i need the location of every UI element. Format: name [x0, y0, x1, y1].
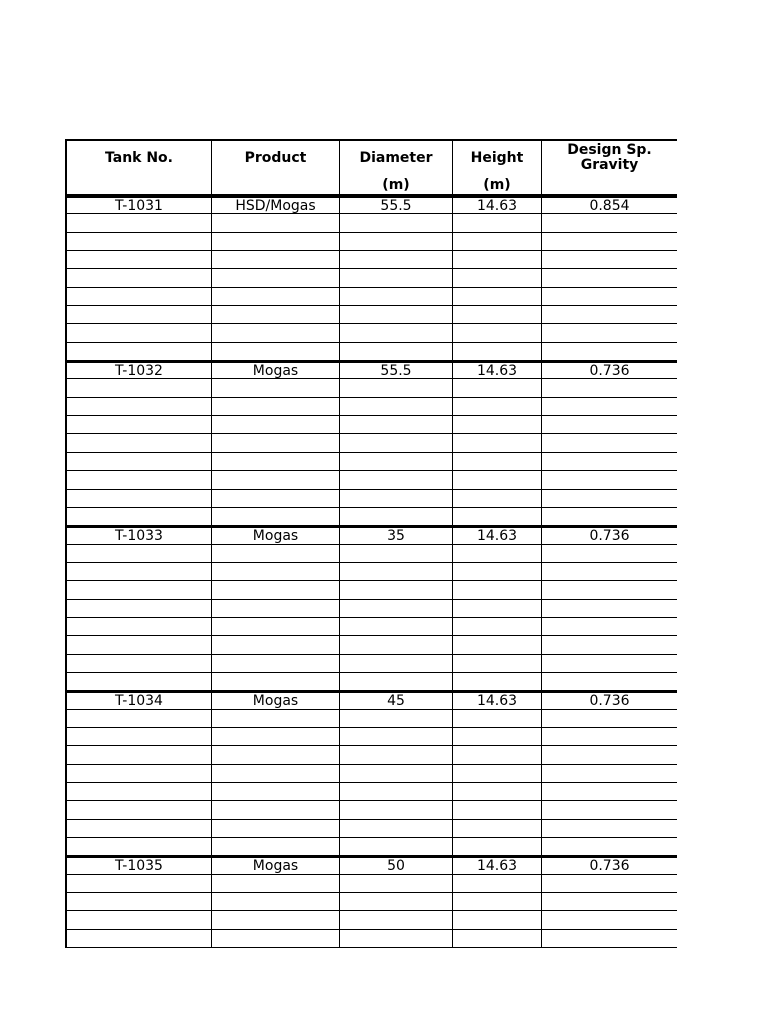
- empty-cell[interactable]: [65, 306, 212, 323]
- empty-cell[interactable]: [212, 911, 340, 928]
- table-row-empty: [65, 783, 677, 801]
- empty-cell[interactable]: [65, 746, 212, 763]
- empty-cell[interactable]: [212, 251, 340, 268]
- empty-cell[interactable]: [65, 233, 212, 250]
- empty-cell[interactable]: [212, 288, 340, 305]
- empty-cell[interactable]: [340, 875, 453, 892]
- table-row-empty: [65, 343, 677, 361]
- empty-cell[interactable]: [65, 545, 212, 562]
- empty-cell[interactable]: [212, 233, 340, 250]
- header-product[interactable]: Product: [212, 141, 340, 194]
- cell-product[interactable]: HSD/Mogas: [212, 198, 340, 213]
- empty-cell[interactable]: [212, 728, 340, 745]
- empty-cell[interactable]: [340, 618, 453, 635]
- empty-cell[interactable]: [212, 471, 340, 488]
- table-row-empty: [65, 838, 677, 856]
- header-design-sp-gravity[interactable]: Design Sp. Gravity: [567, 142, 652, 173]
- cell-product[interactable]: Mogas: [212, 363, 340, 378]
- empty-cell[interactable]: [453, 801, 542, 818]
- empty-cell[interactable]: [212, 655, 340, 672]
- empty-cell[interactable]: [212, 930, 340, 947]
- empty-cell[interactable]: [542, 214, 677, 231]
- empty-cell[interactable]: [542, 930, 677, 947]
- empty-cell[interactable]: [453, 838, 542, 855]
- empty-cell[interactable]: [453, 875, 542, 892]
- table-row: [65, 526, 677, 544]
- empty-cell[interactable]: [542, 251, 677, 268]
- empty-cell[interactable]: [340, 581, 453, 598]
- empty-cell[interactable]: [542, 618, 677, 635]
- table-row-empty: [65, 306, 677, 324]
- empty-cell[interactable]: [340, 728, 453, 745]
- empty-cell[interactable]: [340, 306, 453, 323]
- table-row-empty: [65, 930, 677, 948]
- table-row-empty: [65, 324, 677, 342]
- empty-cell[interactable]: [65, 875, 212, 892]
- empty-cell[interactable]: [542, 398, 677, 415]
- empty-cell[interactable]: [542, 600, 677, 617]
- empty-cell[interactable]: [453, 214, 542, 231]
- empty-cell[interactable]: [453, 343, 542, 360]
- table-row-empty: [65, 490, 677, 508]
- table-row: [65, 856, 677, 874]
- empty-cell[interactable]: [542, 563, 677, 580]
- table-row-empty: [65, 434, 677, 452]
- cell-tank-no[interactable]: T-1033: [65, 528, 212, 543]
- empty-cell[interactable]: [542, 838, 677, 855]
- table-body: [65, 196, 677, 948]
- empty-cell[interactable]: [212, 563, 340, 580]
- empty-cell[interactable]: [65, 471, 212, 488]
- empty-cell[interactable]: [212, 343, 340, 360]
- empty-cell[interactable]: [65, 453, 212, 470]
- empty-cell[interactable]: [65, 673, 212, 690]
- empty-cell[interactable]: [453, 453, 542, 470]
- cell-product[interactable]: Mogas: [212, 858, 340, 873]
- empty-cell[interactable]: [65, 820, 212, 837]
- empty-cell[interactable]: [340, 746, 453, 763]
- cell-sp-gravity[interactable]: 0.736: [589, 858, 630, 875]
- empty-cell[interactable]: [212, 490, 340, 507]
- table-row-empty: [65, 398, 677, 416]
- empty-cell[interactable]: [212, 269, 340, 286]
- table-row-empty: [65, 545, 677, 563]
- empty-cell[interactable]: [65, 581, 212, 598]
- empty-cell[interactable]: [542, 324, 677, 341]
- empty-cell[interactable]: [212, 801, 340, 818]
- empty-cell[interactable]: [65, 911, 212, 928]
- cell-sp-gravity[interactable]: 0.736: [589, 528, 630, 545]
- table-row-empty: [65, 269, 677, 287]
- empty-cell[interactable]: [65, 600, 212, 617]
- empty-cell[interactable]: [65, 324, 212, 341]
- empty-cell[interactable]: [340, 563, 453, 580]
- empty-cell[interactable]: [453, 398, 542, 415]
- table-row: [65, 361, 677, 379]
- table-row-empty: [65, 911, 677, 929]
- cell-height[interactable]: 14.63: [453, 363, 542, 378]
- cell-sp-gravity[interactable]: 0.854: [589, 198, 630, 214]
- empty-cell[interactable]: [65, 508, 212, 525]
- table-row-empty: [65, 600, 677, 618]
- empty-cell[interactable]: [453, 600, 542, 617]
- empty-cell[interactable]: [65, 710, 212, 727]
- empty-cell[interactable]: [542, 434, 677, 451]
- cell-tank-no[interactable]: T-1032: [65, 363, 212, 378]
- empty-cell[interactable]: [340, 930, 453, 947]
- empty-cell[interactable]: [542, 673, 677, 690]
- empty-cell[interactable]: [212, 214, 340, 231]
- empty-cell[interactable]: [65, 618, 212, 635]
- cell-height[interactable]: 14.63: [453, 693, 542, 708]
- empty-cell[interactable]: [212, 820, 340, 837]
- empty-cell[interactable]: [212, 545, 340, 562]
- empty-cell[interactable]: [65, 563, 212, 580]
- empty-cell[interactable]: [340, 416, 453, 433]
- header-height[interactable]: Height (m): [453, 141, 542, 194]
- empty-cell[interactable]: [340, 453, 453, 470]
- empty-cell[interactable]: [340, 820, 453, 837]
- empty-cell[interactable]: [542, 269, 677, 286]
- empty-cell[interactable]: [453, 655, 542, 672]
- table-row-empty: [65, 820, 677, 838]
- empty-cell[interactable]: [212, 618, 340, 635]
- empty-cell[interactable]: [65, 801, 212, 818]
- empty-cell[interactable]: [340, 911, 453, 928]
- empty-cell[interactable]: [453, 434, 542, 451]
- empty-cell[interactable]: [65, 838, 212, 855]
- cell-height[interactable]: 14.63: [453, 198, 542, 213]
- empty-cell[interactable]: [542, 655, 677, 672]
- cell-height[interactable]: 14.63: [453, 528, 542, 543]
- table-row-empty: [65, 214, 677, 232]
- empty-cell[interactable]: [65, 930, 212, 947]
- table-row-empty: [65, 636, 677, 654]
- empty-cell[interactable]: [340, 636, 453, 653]
- table-row-empty: [65, 471, 677, 489]
- cell-tank-no[interactable]: T-1031: [65, 198, 212, 213]
- empty-cell[interactable]: [340, 801, 453, 818]
- empty-cell[interactable]: [542, 875, 677, 892]
- empty-cell[interactable]: [340, 545, 453, 562]
- empty-cell[interactable]: [212, 746, 340, 763]
- empty-cell[interactable]: [542, 306, 677, 323]
- table-row-empty: [65, 581, 677, 599]
- table-row: [65, 691, 677, 709]
- empty-cell[interactable]: [212, 324, 340, 341]
- empty-cell[interactable]: [212, 453, 340, 470]
- table-row-empty: [65, 710, 677, 728]
- table-row-empty: [65, 893, 677, 911]
- empty-cell[interactable]: [453, 618, 542, 635]
- empty-cell[interactable]: [542, 490, 677, 507]
- empty-cell[interactable]: [340, 343, 453, 360]
- table-row-empty: [65, 563, 677, 581]
- cell-diameter[interactable]: 55.5: [340, 363, 453, 378]
- table-row-empty: [65, 379, 677, 397]
- empty-cell[interactable]: [65, 783, 212, 800]
- empty-cell[interactable]: [212, 416, 340, 433]
- empty-cell[interactable]: [212, 306, 340, 323]
- empty-cell[interactable]: [542, 801, 677, 818]
- empty-cell[interactable]: [65, 655, 212, 672]
- empty-cell[interactable]: [542, 581, 677, 598]
- empty-cell[interactable]: [65, 728, 212, 745]
- table-header-row: [65, 139, 677, 196]
- table-row-empty: [65, 618, 677, 636]
- empty-cell[interactable]: [340, 434, 453, 451]
- empty-cell[interactable]: [65, 765, 212, 782]
- table-row-empty: [65, 251, 677, 269]
- empty-cell[interactable]: [453, 563, 542, 580]
- empty-cell[interactable]: [340, 398, 453, 415]
- empty-cell[interactable]: [340, 379, 453, 396]
- empty-cell[interactable]: [340, 490, 453, 507]
- empty-cell[interactable]: [65, 893, 212, 910]
- cell-tank-no[interactable]: T-1035: [65, 858, 212, 873]
- empty-cell[interactable]: [212, 508, 340, 525]
- empty-cell[interactable]: [212, 765, 340, 782]
- table-row-empty: [65, 508, 677, 526]
- empty-cell[interactable]: [453, 673, 542, 690]
- empty-cell[interactable]: [542, 471, 677, 488]
- empty-cell[interactable]: [453, 508, 542, 525]
- empty-cell[interactable]: [340, 710, 453, 727]
- empty-cell[interactable]: [65, 343, 212, 360]
- empty-cell[interactable]: [542, 765, 677, 782]
- empty-cell[interactable]: [212, 379, 340, 396]
- empty-cell[interactable]: [542, 728, 677, 745]
- table-row-empty: [65, 288, 677, 306]
- empty-cell[interactable]: [340, 893, 453, 910]
- empty-cell[interactable]: [212, 398, 340, 415]
- empty-cell[interactable]: [542, 820, 677, 837]
- empty-cell[interactable]: [65, 416, 212, 433]
- empty-cell[interactable]: [542, 379, 677, 396]
- empty-cell[interactable]: [453, 820, 542, 837]
- cell-sp-gravity[interactable]: 0.736: [589, 693, 630, 710]
- empty-cell[interactable]: [542, 343, 677, 360]
- empty-cell[interactable]: [453, 710, 542, 727]
- empty-cell[interactable]: [340, 324, 453, 341]
- empty-cell[interactable]: [453, 636, 542, 653]
- empty-cell[interactable]: [453, 728, 542, 745]
- empty-cell[interactable]: [542, 710, 677, 727]
- empty-cell[interactable]: [542, 636, 677, 653]
- cell-height[interactable]: 14.63: [453, 858, 542, 873]
- empty-cell[interactable]: [340, 214, 453, 231]
- empty-cell[interactable]: [542, 416, 677, 433]
- table-row-empty: [65, 746, 677, 764]
- empty-cell[interactable]: [340, 783, 453, 800]
- empty-cell[interactable]: [65, 288, 212, 305]
- empty-cell[interactable]: [453, 930, 542, 947]
- empty-cell[interactable]: [340, 251, 453, 268]
- empty-cell[interactable]: [542, 911, 677, 928]
- empty-cell[interactable]: [542, 783, 677, 800]
- empty-cell[interactable]: [542, 508, 677, 525]
- empty-cell[interactable]: [340, 838, 453, 855]
- table-row-empty: [65, 875, 677, 893]
- table-row-empty: [65, 233, 677, 251]
- empty-cell[interactable]: [453, 251, 542, 268]
- empty-cell[interactable]: [453, 545, 542, 562]
- cell-diameter[interactable]: 50: [340, 858, 453, 873]
- table-row-empty: [65, 728, 677, 746]
- empty-cell[interactable]: [453, 911, 542, 928]
- cell-tank-no[interactable]: T-1034: [65, 693, 212, 708]
- header-diameter[interactable]: Diameter (m): [340, 141, 453, 194]
- header-tank-no[interactable]: Tank No.: [65, 141, 212, 194]
- empty-cell[interactable]: [453, 471, 542, 488]
- table-row-empty: [65, 673, 677, 691]
- empty-cell[interactable]: [65, 214, 212, 231]
- empty-cell[interactable]: [453, 490, 542, 507]
- empty-cell[interactable]: [453, 288, 542, 305]
- empty-cell[interactable]: [212, 673, 340, 690]
- cell-diameter[interactable]: 35: [340, 528, 453, 543]
- header-height-unit: (m): [483, 177, 511, 193]
- header-diameter-unit: (m): [382, 177, 410, 193]
- empty-cell[interactable]: [542, 288, 677, 305]
- empty-cell[interactable]: [453, 581, 542, 598]
- empty-cell[interactable]: [65, 269, 212, 286]
- empty-cell[interactable]: [340, 288, 453, 305]
- empty-cell[interactable]: [340, 269, 453, 286]
- empty-cell[interactable]: [340, 508, 453, 525]
- empty-cell[interactable]: [453, 324, 542, 341]
- empty-cell[interactable]: [65, 379, 212, 396]
- empty-cell[interactable]: [212, 434, 340, 451]
- empty-cell[interactable]: [453, 783, 542, 800]
- empty-cell[interactable]: [212, 893, 340, 910]
- tank-data-table: [65, 139, 677, 948]
- empty-cell[interactable]: [453, 893, 542, 910]
- cell-diameter[interactable]: 45: [340, 693, 453, 708]
- empty-cell[interactable]: [340, 673, 453, 690]
- table-row-empty: [65, 655, 677, 673]
- empty-cell[interactable]: [453, 379, 542, 396]
- empty-cell[interactable]: [65, 636, 212, 653]
- empty-cell[interactable]: [212, 636, 340, 653]
- empty-cell[interactable]: [453, 306, 542, 323]
- cell-product[interactable]: Mogas: [212, 528, 340, 543]
- empty-cell[interactable]: [65, 398, 212, 415]
- empty-cell[interactable]: [212, 838, 340, 855]
- empty-cell[interactable]: [340, 233, 453, 250]
- empty-cell[interactable]: [453, 233, 542, 250]
- empty-cell[interactable]: [453, 765, 542, 782]
- empty-cell[interactable]: [542, 233, 677, 250]
- empty-cell[interactable]: [340, 471, 453, 488]
- empty-cell[interactable]: [212, 783, 340, 800]
- empty-cell[interactable]: [212, 600, 340, 617]
- empty-cell[interactable]: [542, 893, 677, 910]
- empty-cell[interactable]: [65, 490, 212, 507]
- empty-cell[interactable]: [65, 434, 212, 451]
- cell-sp-gravity[interactable]: 0.736: [589, 363, 630, 380]
- empty-cell[interactable]: [340, 655, 453, 672]
- table-row: [65, 196, 677, 214]
- cell-product[interactable]: Mogas: [212, 693, 340, 708]
- empty-cell[interactable]: [453, 416, 542, 433]
- cell-diameter[interactable]: 55.5: [340, 198, 453, 213]
- table-row-empty: [65, 453, 677, 471]
- empty-cell[interactable]: [65, 251, 212, 268]
- empty-cell[interactable]: [212, 875, 340, 892]
- empty-cell[interactable]: [453, 746, 542, 763]
- empty-cell[interactable]: [340, 765, 453, 782]
- empty-cell[interactable]: [212, 710, 340, 727]
- empty-cell[interactable]: [542, 746, 677, 763]
- empty-cell[interactable]: [542, 545, 677, 562]
- table-row-empty: [65, 765, 677, 783]
- empty-cell[interactable]: [542, 453, 677, 470]
- empty-cell[interactable]: [453, 269, 542, 286]
- empty-cell[interactable]: [212, 581, 340, 598]
- table-row-empty: [65, 416, 677, 434]
- table-row-empty: [65, 801, 677, 819]
- empty-cell[interactable]: [340, 600, 453, 617]
